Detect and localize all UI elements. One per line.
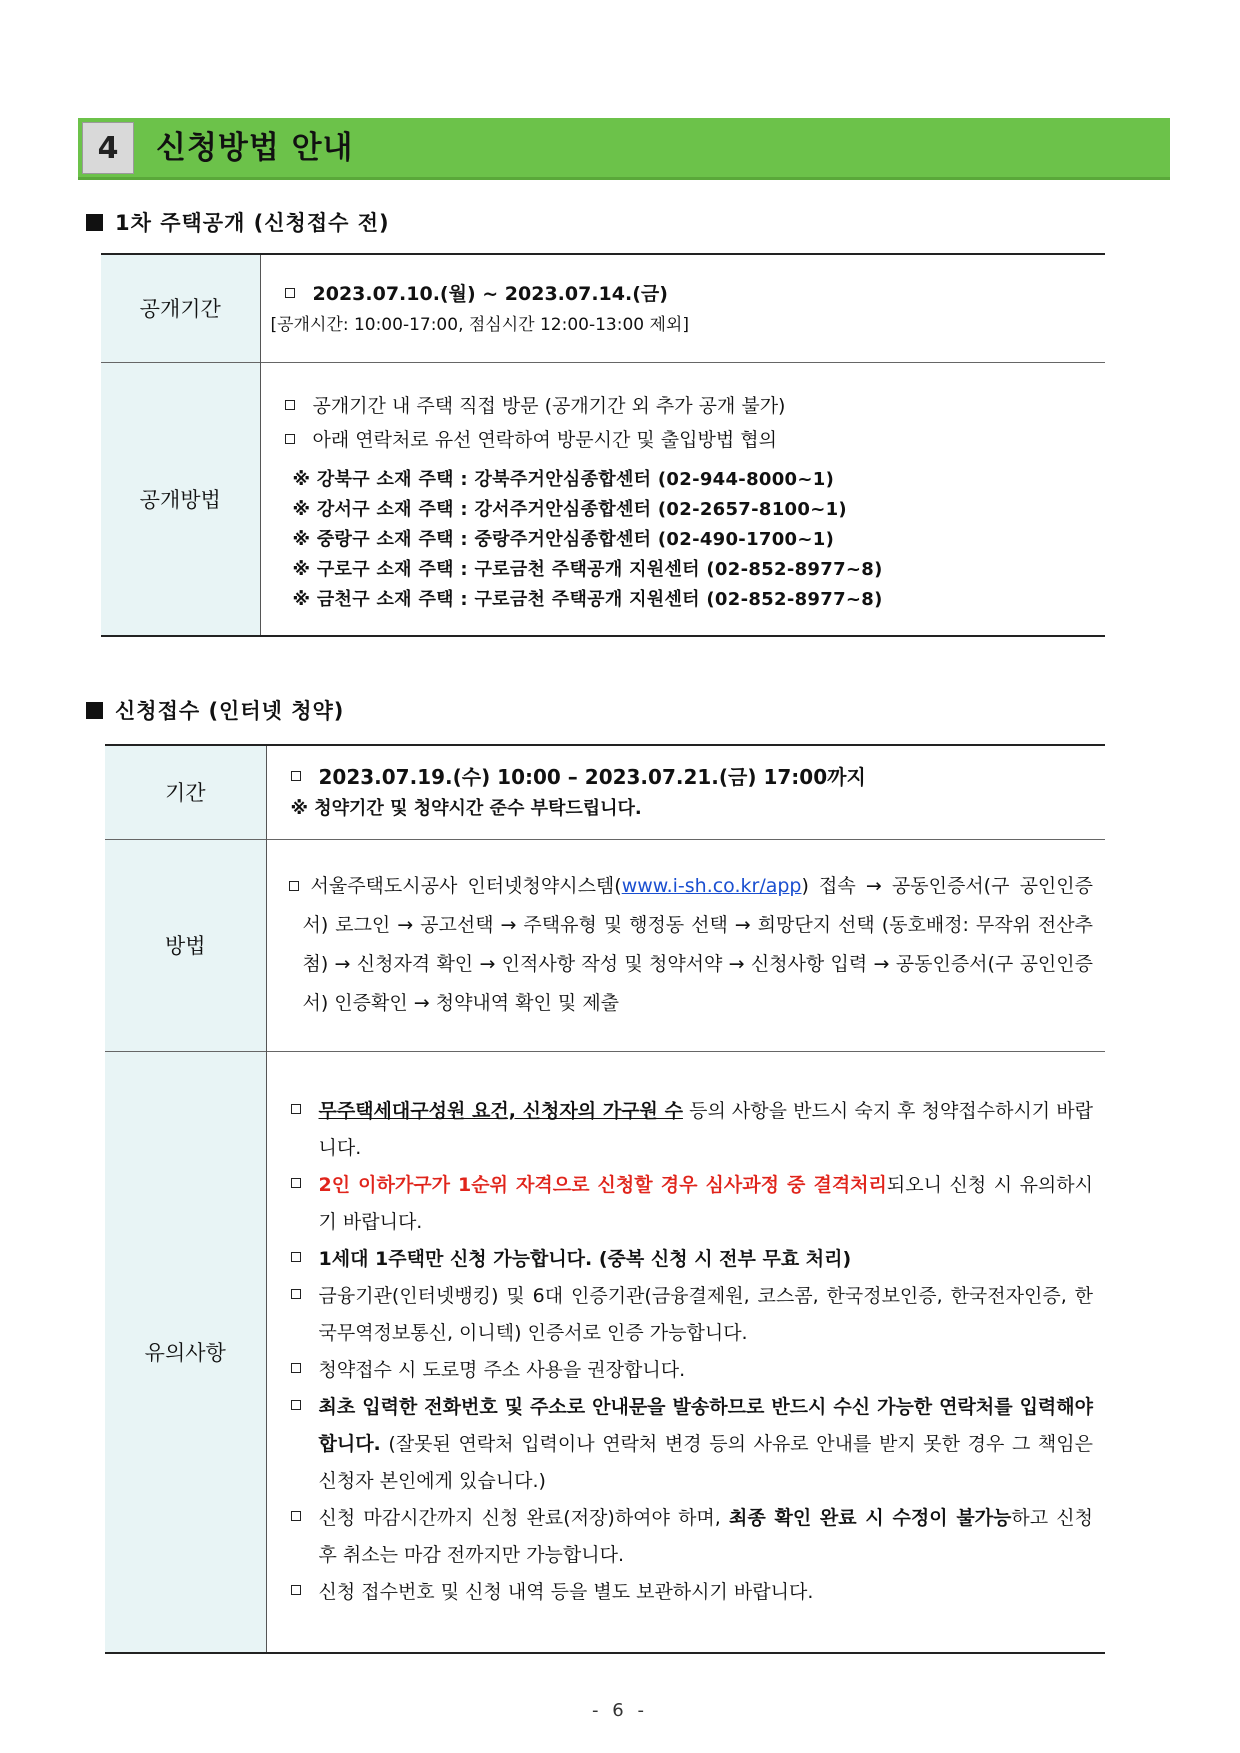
- list-item: 무주택세대구성원 요건, 신청자의 가구원 수 등의 사항을 반드시 숙지 후 청약접수하시기 바랍니다.: [289, 1093, 1094, 1167]
- application-table: [105, 744, 1105, 1654]
- list-item: 아래 연락처로 유선 연락하여 방문시간 및 출입방법 협의: [283, 423, 1094, 457]
- checkbox-bullet-icon: [285, 434, 295, 444]
- viewing-period-cell: [260, 254, 1105, 362]
- list-item: 2인 이하가구가 1순위 자격으로 신청할 경우 심사과정 중 결격처리되오니 신청 시 유의하시기 바랍니다.: [289, 1167, 1094, 1241]
- checkbox-bullet-icon: [291, 1585, 301, 1595]
- page-number: - 6 -: [592, 1700, 648, 1721]
- checkbox-bullet-icon: [285, 400, 295, 410]
- section-title: 신청방법 안내: [156, 130, 354, 166]
- list-item: [289, 760, 1094, 794]
- row-label: 유의사항: [105, 1051, 266, 1653]
- part1-heading: [86, 207, 390, 237]
- contact-note: ※ 중랑구 소재 주택 : 중랑주거안심종합센터 (02-490-1700~1): [292, 528, 835, 550]
- row-label: 공개방법: [101, 362, 260, 636]
- checkbox-bullet-icon: [291, 771, 301, 781]
- list-item: 최초 입력한 전화번호 및 주소로 안내문을 발송하므로 반드시 수신 가능한 연락처를 입력해야 합니다. (잘못된 연락처 입력이나 연락처 변경 등의 사유로 안내를 받지 못한 경우 그 책임은 신청자 본인에게 있습니다.): [289, 1389, 1094, 1500]
- contact-note: ※ 강북구 소재 주택 : 강북주거안심종합센터 (02-944-8000~1): [292, 468, 835, 490]
- list-item: 신청 마감시간까지 신청 완료(저장)하여야 하며, 최종 확인 완료 시 수정이 불가능하고 신청 후 취소는 마감 전까지만 가능합니다.: [289, 1500, 1094, 1574]
- checkbox-bullet-icon: [291, 1104, 301, 1114]
- application-date: 2023.07.19.(수) 10:00 – 2023.07.21.(금) 17:00까지: [318, 765, 866, 790]
- caution-cell: [266, 1051, 1105, 1653]
- contact-note: ※ 강서구 소재 주택 : 강서주거안심종합센터 (02-2657-8100~1): [292, 498, 847, 520]
- part2-heading: [86, 695, 344, 725]
- section-number: 4: [82, 122, 134, 174]
- application-note: ※ 청약기간 및 청약시간 준수 부탁드립니다.: [290, 798, 642, 820]
- list-item: 신청 접수번호 및 신청 내역 등을 별도 보관하시기 바랍니다.: [289, 1574, 1094, 1611]
- row-label: 방법: [105, 839, 266, 1051]
- row-label: 기간: [105, 745, 266, 839]
- table-row: [101, 362, 1105, 636]
- table-row: [101, 254, 1105, 362]
- checkbox-bullet-icon: [289, 881, 299, 891]
- list-item: 1세대 1주택만 신청 가능합니다. (중복 신청 시 전부 무효 처리): [289, 1241, 1094, 1278]
- checkbox-bullet-icon: [291, 1400, 301, 1410]
- list-item: 서울주택도시공사 인터넷청약시스템(www.i-sh.co.kr/app) 접속 → 공동인증서(구 공인인증서) 로그인 → 공고선택 → 주택유형 및 행정동 선택 → 희망단지 선택 (동호배정: 무작위 전산추첨) → 신청자격 확인 → 인적사항 작성 및 청약서약 → 신청사항 입력 → 공동인증서(구 공인인증서) 인증확인 → 청약내역 확인 및 제출: [289, 867, 1094, 1023]
- checkbox-bullet-icon: [291, 1511, 301, 1521]
- viewing-table: [101, 253, 1105, 637]
- contact-note: ※ 구로구 소재 주택 : 구로금천 주택공개 지원센터 (02-852-8977~8): [292, 558, 883, 580]
- section-header: [78, 118, 1170, 180]
- checkbox-bullet-icon: [291, 1252, 301, 1262]
- part2-heading-text: 신청접수 (인터넷 청약): [115, 699, 345, 723]
- part1-heading-text: 1차 주택공개 (신청접수 전): [115, 211, 390, 235]
- table-row: [105, 745, 1105, 839]
- viewing-time: [공개시간: 10:00-17:00, 점심시간 12:00-13:00 제외]: [270, 315, 689, 336]
- list-item: 금융기관(인터넷뱅킹) 및 6대 인증기관(금융결제원, 코스콤, 한국정보인증, 한국전자인증, 한국무역정보통신, 이니텍) 인증서로 인증 가능합니다.: [289, 1278, 1094, 1352]
- square-bullet-icon: [86, 702, 103, 719]
- viewing-date: 2023.07.10.(월) ~ 2023.07.14.(금): [312, 283, 668, 306]
- application-system-link[interactable]: www.i-sh.co.kr/app: [621, 875, 802, 897]
- checkbox-bullet-icon: [285, 288, 295, 298]
- checkbox-bullet-icon: [291, 1289, 301, 1299]
- square-bullet-icon: [86, 214, 103, 231]
- checkbox-bullet-icon: [291, 1363, 301, 1373]
- application-method-cell: [266, 839, 1105, 1051]
- application-period-cell: [266, 745, 1105, 839]
- row-label: 공개기간: [101, 254, 260, 362]
- list-item: 청약접수 시 도로명 주소 사용을 권장합니다.: [289, 1352, 1094, 1389]
- list-item: 공개기간 내 주택 직접 방문 (공개기간 외 추가 공개 불가): [283, 389, 1094, 423]
- checkbox-bullet-icon: [291, 1178, 301, 1188]
- list-item: [283, 277, 1094, 311]
- viewing-method-cell: [260, 362, 1105, 636]
- contact-note: ※ 금천구 소재 주택 : 구로금천 주택공개 지원센터 (02-852-8977~8): [292, 588, 883, 610]
- table-row: [105, 839, 1105, 1051]
- table-row: [105, 1051, 1105, 1653]
